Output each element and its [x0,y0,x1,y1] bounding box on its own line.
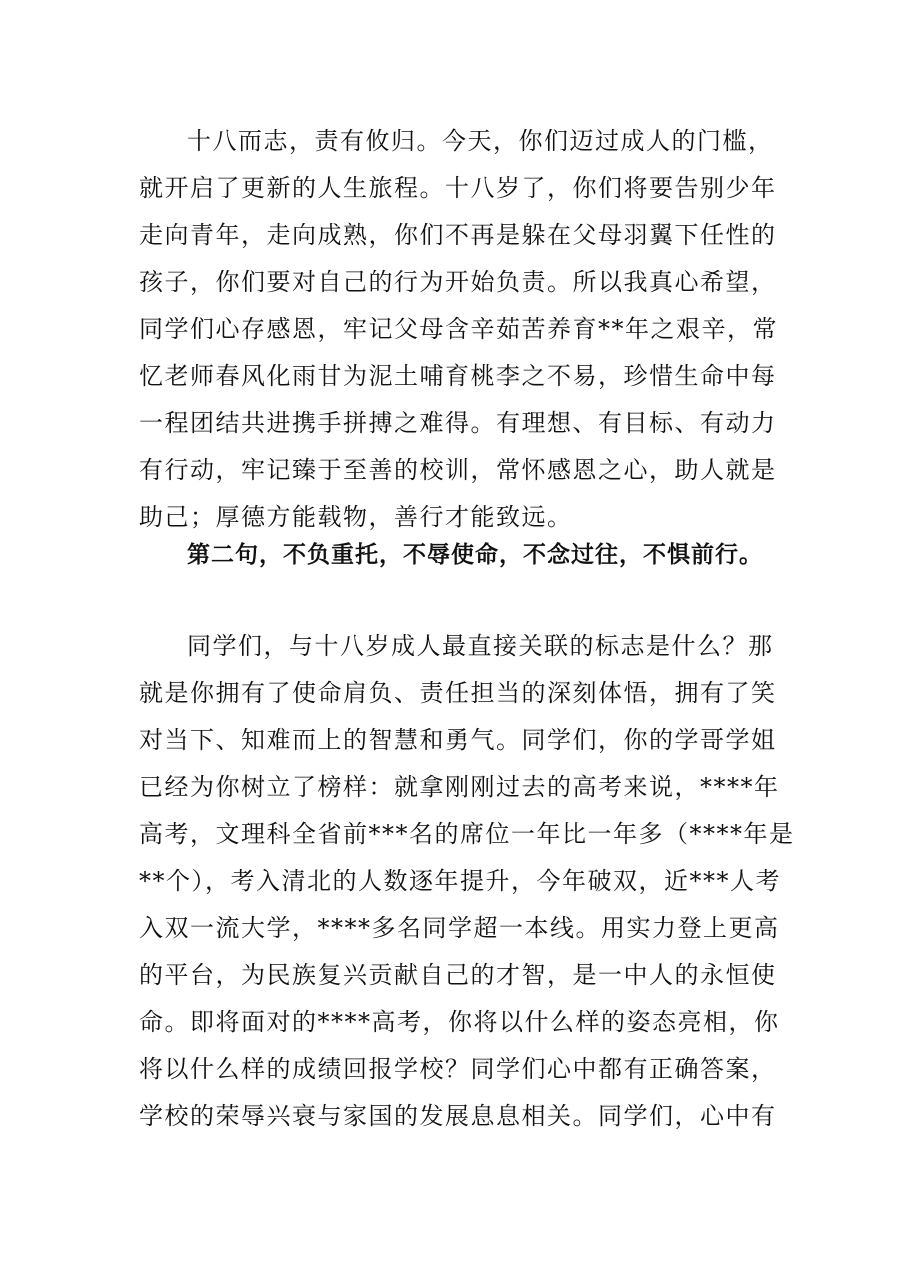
paragraph-line: 就是你拥有了使命肩负、责任担当的深刻体悟，拥有了笑 [139,679,777,707]
paragraph-line: 孩子，你们要对自己的行为开始负责。所以我真心希望， [139,268,777,296]
paragraph-line: 十八而志，责有攸归。今天，你们迈过成人的门槛， [187,127,774,155]
paragraph-line: 入双一流大学，****多名同学超一本线。用实力登上更高 [139,914,780,942]
paragraph-2 [139,623,795,1140]
paragraph-line: 将以什么样的成绩回报学校？同学们心中都有正确答案， [139,1055,777,1083]
paragraph-line: 高考，文理科全省前***名的席位一年比一年多（****年是 [139,820,795,848]
paragraph-line: **个），考入清北的人数逐年提升，今年破双，近***人考 [139,867,781,895]
paragraph-line: 同学们心存感恩，牢记父母含辛茹苦养育**年之艰辛，常 [139,315,778,343]
paragraph-line: 的平台，为民族复兴贡献自己的才智，是一中人的永恒使 [139,961,777,989]
paragraph-line: 就开启了更新的人生旅程。十八岁了，你们将要告别少年 [139,174,777,202]
paragraph-line: 学校的荣辱兴衰与家国的发展息息相关。同学们，心中有 [139,1102,777,1130]
paragraph-line: 走向青年，走向成熟，你们不再是躲在父母羽翼下任性的 [139,221,777,249]
paragraph-line: 助己；厚德方能载物，善行才能致远。 [139,503,573,531]
section-heading: 第二句，不负重托，不辱使命，不念过往，不惧前行。 [187,542,763,568]
paragraph-line: 命。即将面对的****高考，你将以什么样的姿态亮相，你 [139,1008,780,1036]
paragraph-line: 忆老师春风化雨甘为泥土哺育桃李之不易，珍惜生命中每 [139,362,777,390]
paragraph-1 [139,118,779,541]
paragraph-line: 已经为你树立了榜样：就拿刚刚过去的高考来说，****年 [139,773,780,801]
paragraph-line: 有行动，牢记臻于至善的校训，常怀感恩之心，助人就是 [139,456,777,484]
section-heading-block [139,532,779,579]
paragraph-line: 同学们，与十八岁成人最直接关联的标志是什么？那 [187,632,774,660]
paragraph-line: 一程团结共进携手拼搏之难得。有理想、有目标、有动力 [139,409,777,437]
paragraph-line: 对当下、知难而上的智慧和勇气。同学们，你的学哥学姐 [139,726,777,754]
